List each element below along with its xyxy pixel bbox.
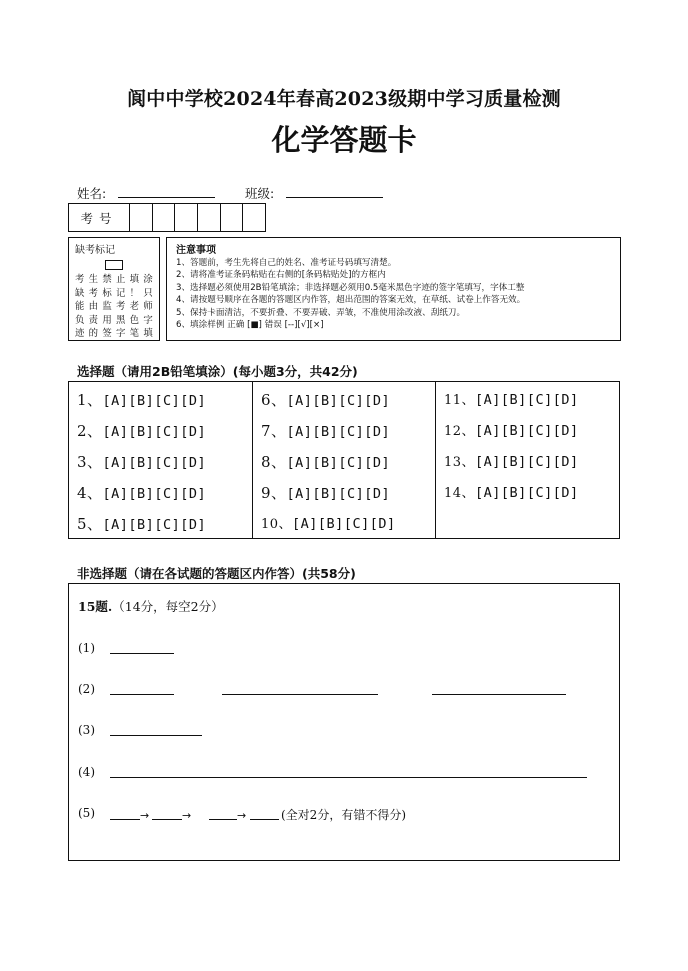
absent-mark-line: 迹的签字笔填 [75, 328, 153, 339]
notice-item: 1、答题前，考生先将自己的姓名、准考证号码填写清楚。 [176, 258, 397, 268]
exam-title: 阆中中学校2024年春高2023级期中学习质量检测 [127, 88, 561, 110]
answer-options[interactable]: [A][B][C][D] [286, 424, 391, 440]
question-number: 11、 [444, 393, 476, 408]
exam-number-cell[interactable] [198, 204, 221, 231]
name-label: 姓名: [77, 186, 107, 201]
mcq-column [253, 382, 436, 538]
absent-mark-title: 缺考标记 [75, 245, 115, 256]
absent-mark-line: 缺考标记！只 [75, 287, 153, 299]
mcq-heading: 选择题（请用2B铅笔填涂）(每小题3分，共42分) [77, 364, 358, 379]
absent-mark-line: 负责用黑色字 [75, 314, 153, 326]
question-number: 10、 [261, 517, 293, 532]
answer-blank[interactable] [110, 653, 174, 654]
exam-number-cell[interactable] [175, 204, 198, 231]
notice-item: 3、选择题必须使用2B铅笔填涂；非选择题必须用0.5毫米黑色字迹的签字笔填写，字体工整 [176, 282, 525, 293]
arrow-icon: → [237, 809, 247, 822]
class-label: 班级: [245, 186, 275, 201]
question-15-label: 15题. [78, 599, 113, 614]
question-number: 2、 [77, 422, 103, 440]
notice-title: 注意事项 [176, 245, 216, 256]
answer-options[interactable]: [A][B][C][D] [102, 424, 207, 440]
answer-options[interactable]: [A][B][C][D] [475, 423, 579, 439]
mcq-row[interactable] [444, 420, 579, 439]
mcq-grid [68, 381, 620, 539]
answer-options[interactable]: [A][B][C][D] [475, 454, 579, 470]
exam-number-cell[interactable] [153, 204, 176, 231]
nonmcq-heading: 非选择题（请在各试题的答题区内作答）(共58分) [77, 566, 356, 581]
exam-number-cell[interactable] [243, 204, 265, 231]
absent-mark-checkbox[interactable] [105, 260, 123, 270]
exam-number-label: 考号 [69, 204, 130, 231]
part-1-label: (1) [78, 641, 95, 655]
answer-options[interactable]: [A][B][C][D] [475, 485, 579, 501]
question-15-points: （14分，每空2分） [112, 599, 224, 614]
answer-blank[interactable] [432, 694, 566, 695]
mcq-column [69, 382, 253, 538]
mcq-row[interactable] [77, 420, 206, 441]
mcq-row[interactable] [261, 420, 390, 441]
mcq-row[interactable] [77, 482, 206, 503]
part-3-label: (3) [78, 723, 95, 737]
question-15-header [78, 597, 224, 615]
question-number: 8、 [261, 453, 287, 471]
answer-options[interactable]: [A][B][C][D] [102, 517, 207, 533]
answer-blank[interactable] [110, 694, 174, 695]
absent-mark-line: 能由监考老师 [75, 301, 153, 312]
answer-blank[interactable] [222, 694, 378, 695]
answer-blank[interactable] [110, 735, 202, 736]
name-field[interactable] [118, 197, 215, 198]
answer-options[interactable]: [A][B][C][D] [102, 393, 207, 409]
mcq-column [436, 382, 619, 538]
question-number: 9、 [261, 484, 287, 502]
notice-item: 6、填涂样例 正确 [■] 错误 [--][√][×] [176, 320, 324, 331]
answer-blank[interactable] [250, 819, 279, 820]
answer-sheet-title: 化学答题卡 [271, 123, 417, 157]
notice-panel [166, 237, 621, 341]
mcq-row[interactable] [444, 389, 579, 408]
question-number: 6、 [261, 391, 287, 409]
answer-blank[interactable] [110, 819, 140, 820]
answer-options[interactable]: [A][B][C][D] [286, 393, 391, 409]
part-2-label: (2) [78, 682, 95, 696]
question-number: 3、 [77, 453, 103, 471]
mcq-row[interactable] [444, 451, 579, 470]
answer-blank[interactable] [209, 819, 237, 820]
question-number: 12、 [444, 424, 476, 439]
part-4-label: (4) [78, 765, 95, 779]
question-number: 5、 [77, 515, 103, 533]
notice-item: 5、保持卡面清洁，不要折叠、不要弄破、弄皱，不准使用涂改液、刮纸刀。 [176, 307, 466, 318]
question-number: 14、 [444, 486, 476, 501]
answer-options[interactable]: [A][B][C][D] [292, 516, 396, 532]
answer-options[interactable]: [A][B][C][D] [286, 486, 391, 502]
question-number: 13、 [444, 455, 476, 470]
mcq-row[interactable] [444, 482, 579, 501]
answer-options[interactable]: [A][B][C][D] [102, 455, 207, 471]
exam-number-cell[interactable] [221, 204, 244, 231]
part-5-note: (全对2分，有错不得分) [281, 808, 406, 822]
notice-item: 2、请将准考证条码粘贴在右侧的[条码粘贴处]的方框内 [176, 270, 386, 281]
question-15-area [68, 583, 620, 861]
answer-options[interactable]: [A][B][C][D] [475, 392, 579, 408]
exam-number-box [68, 203, 266, 232]
arrow-icon: → [182, 809, 192, 822]
mcq-row[interactable] [77, 513, 206, 534]
answer-options[interactable]: [A][B][C][D] [286, 455, 391, 471]
notice-item: 4、请按题号顺序在各题的答题区内作答，超出范围的答案无效，在草纸、试卷上作答无效。 [176, 295, 526, 306]
absent-mark-line: 考生禁止填涂 [75, 274, 153, 285]
question-number: 4、 [77, 484, 103, 502]
question-number: 7、 [261, 422, 287, 440]
mcq-row[interactable] [261, 482, 390, 503]
part-5-label: (5) [78, 806, 95, 820]
exam-number-cell[interactable] [130, 204, 153, 231]
mcq-row[interactable] [77, 451, 206, 472]
mcq-row[interactable] [261, 513, 396, 532]
mcq-row[interactable] [261, 389, 390, 410]
absent-mark-panel [68, 237, 160, 341]
mcq-row[interactable] [77, 389, 206, 410]
arrow-icon: → [140, 809, 150, 822]
question-number: 1、 [77, 391, 103, 409]
answer-blank[interactable] [152, 819, 182, 820]
class-field[interactable] [286, 197, 383, 198]
answer-options[interactable]: [A][B][C][D] [102, 486, 207, 502]
mcq-row[interactable] [261, 451, 390, 472]
answer-blank[interactable] [110, 777, 587, 778]
